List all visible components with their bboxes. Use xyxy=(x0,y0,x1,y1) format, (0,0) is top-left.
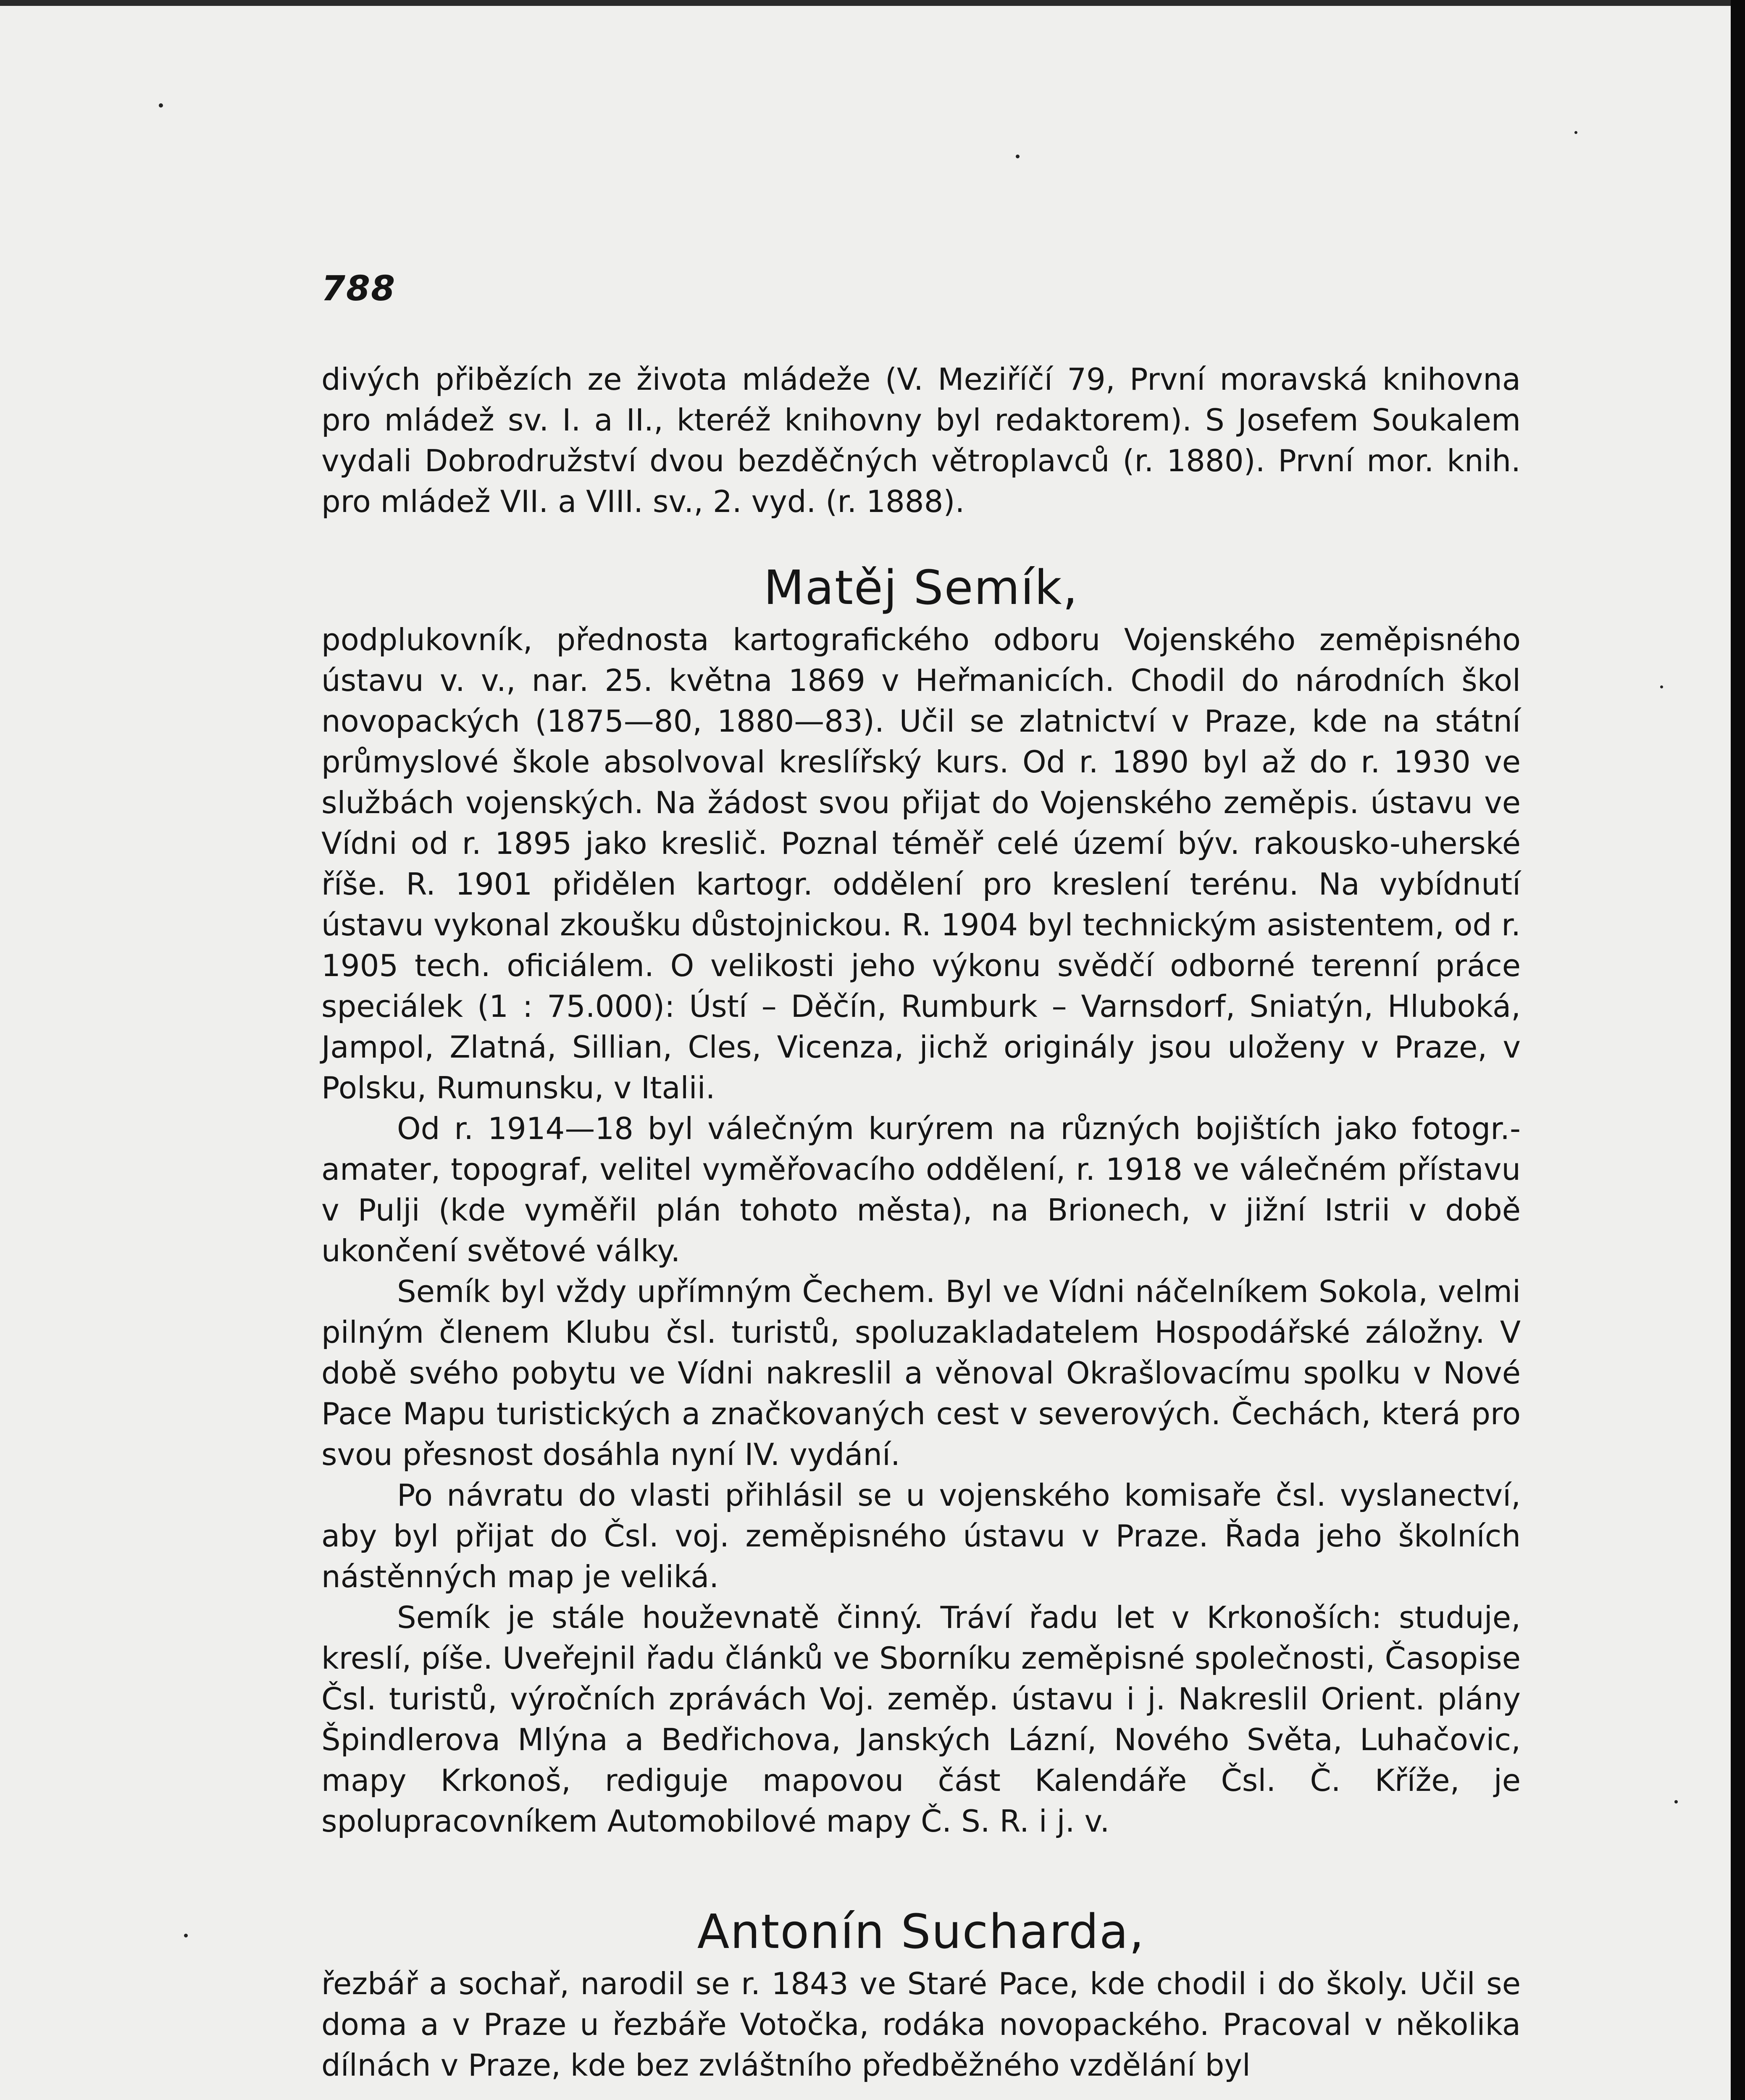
paragraph: Semík je stále houževnatě činný. Tráví řadu let v Krkonoších: studuje, kreslí, píše. Uveřejnil řadu článků ve Sborníku zeměpisné společnosti, Časopise Čsl. turistů, výročních zprávách Voj. zeměp. ústavu i j. Nakreslil Orient. plány Špindlerova Mlýna a Bedřichova, Janských Lázní, Nového Světa, Luhačovic, mapy Krkonoš, rediguje mapovou část Kalendáře Čsl. Č. Kříže, je spolupracovníkem Automobilové mapy Č. S. R. i j. v. xyxy=(321,1600,1521,1839)
scan-border-top xyxy=(0,0,1745,6)
section-title-semik: Matěj Semík, xyxy=(763,561,1079,615)
scan-speck xyxy=(1674,1800,1678,1803)
scan-speck xyxy=(159,103,163,108)
scan-speck xyxy=(1660,685,1663,688)
paragraph: podplukovník, přednosta kartografického odboru Vojenského zeměpisného ústavu v. v., nar. 25. května 1869 v Heřmanicích. Chodil do národních škol novopackých (1875—80, 1880—83). Učil se zlatnictví v Praze, kde na státní průmyslové škole absolvoval kreslířský kurs. Od r. 1890 byl až do r. 1930 ve službách vojenských. Na žádost svou přijat do Vojenského zeměpis. ústavu ve Vídni od r. 1895 jako kreslič. Poznal téměř celé území býv. rakousko-uherské říše. R. 1901 přidělen kartogr. oddělení pro kreslení terénu. Na vybídnutí ústavu vykonal zkoušku důstojnickou. R. 1904 byl technickým asistentem, od r. 1905 tech. oficiálem. O velikosti jeho výkonu svědčí odborné terenní práce speciálek (1 : 75.000): Ústí – Děčín, Rumburk – Varnsdorf, Sniatýn, Hluboká, Jampol, Zlatná, Sillian, Cles, Vicenza, jichž originály jsou uloženy v Praze, v Polsku, Rumunsku, v Italii. xyxy=(321,622,1521,1105)
section-body-semik xyxy=(321,620,1521,1842)
intro-text: divých přibězích ze života mládeže (V. Meziříčí 79, První moravská knihovna pro mládež sv. I. a II., kteréž knihovny byl redaktorem). S Josefem Soukalem vydali Dobrodružství dvou bezděčných větroplavců (r. 1880). První mor. knih. pro mládež VII. a VIII. sv., 2. vyd. (r. 1888). xyxy=(321,362,1521,519)
scan-speck xyxy=(184,1934,188,1937)
scan-speck xyxy=(1574,131,1577,134)
section-title-sucharda: Antonín Sucharda, xyxy=(697,1905,1145,1959)
paragraph: řezbář a sochař, narodil se r. 1843 ve Staré Pace, kde chodil i do školy. Učil se doma a v Praze u řezbáře Votočka, rodáka novopackého. Pracoval v několika dílnách v Praze, kde bez zvláštního předběžného vzdělání byl xyxy=(321,1966,1521,2083)
scan-speck xyxy=(1016,155,1020,158)
intro-paragraph xyxy=(321,359,1521,522)
paragraph: Semík byl vždy upřímným Čechem. Byl ve Vídni náčelníkem Sokola, velmi pilným členem Klubu čsl. turistů, spoluzakladatelem Hospodářské záložny. V době svého pobytu ve Vídni nakreslil a věnoval Okrašlovacímu spolku v Nové Pace Mapu turistických a značkovaných cest v severových. Čechách, která pro svou přesnost dosáhla nyní IV. vydání. xyxy=(321,1274,1521,1472)
section-body-sucharda xyxy=(321,1964,1521,2086)
paragraph: Od r. 1914—18 byl válečným kurýrem na různých bojištích jako fotogr.-amater, topograf, velitel vyměřovacího oddělení, r. 1918 ve válečném přístavu v Pulji (kde vyměřil plán tohoto města), na Brionech, v jižní Istrii v době ukončení světové války. xyxy=(321,1111,1521,1268)
scan-border-right xyxy=(1731,0,1745,2100)
paragraph: Po návratu do vlasti přihlásil se u vojenského komisaře čsl. vyslanectví, aby byl přijat do Čsl. voj. zeměpisného ústavu v Praze. Řada jeho školních nástěnných map je veliká. xyxy=(321,1478,1521,1594)
page-number: 788 xyxy=(321,269,396,309)
